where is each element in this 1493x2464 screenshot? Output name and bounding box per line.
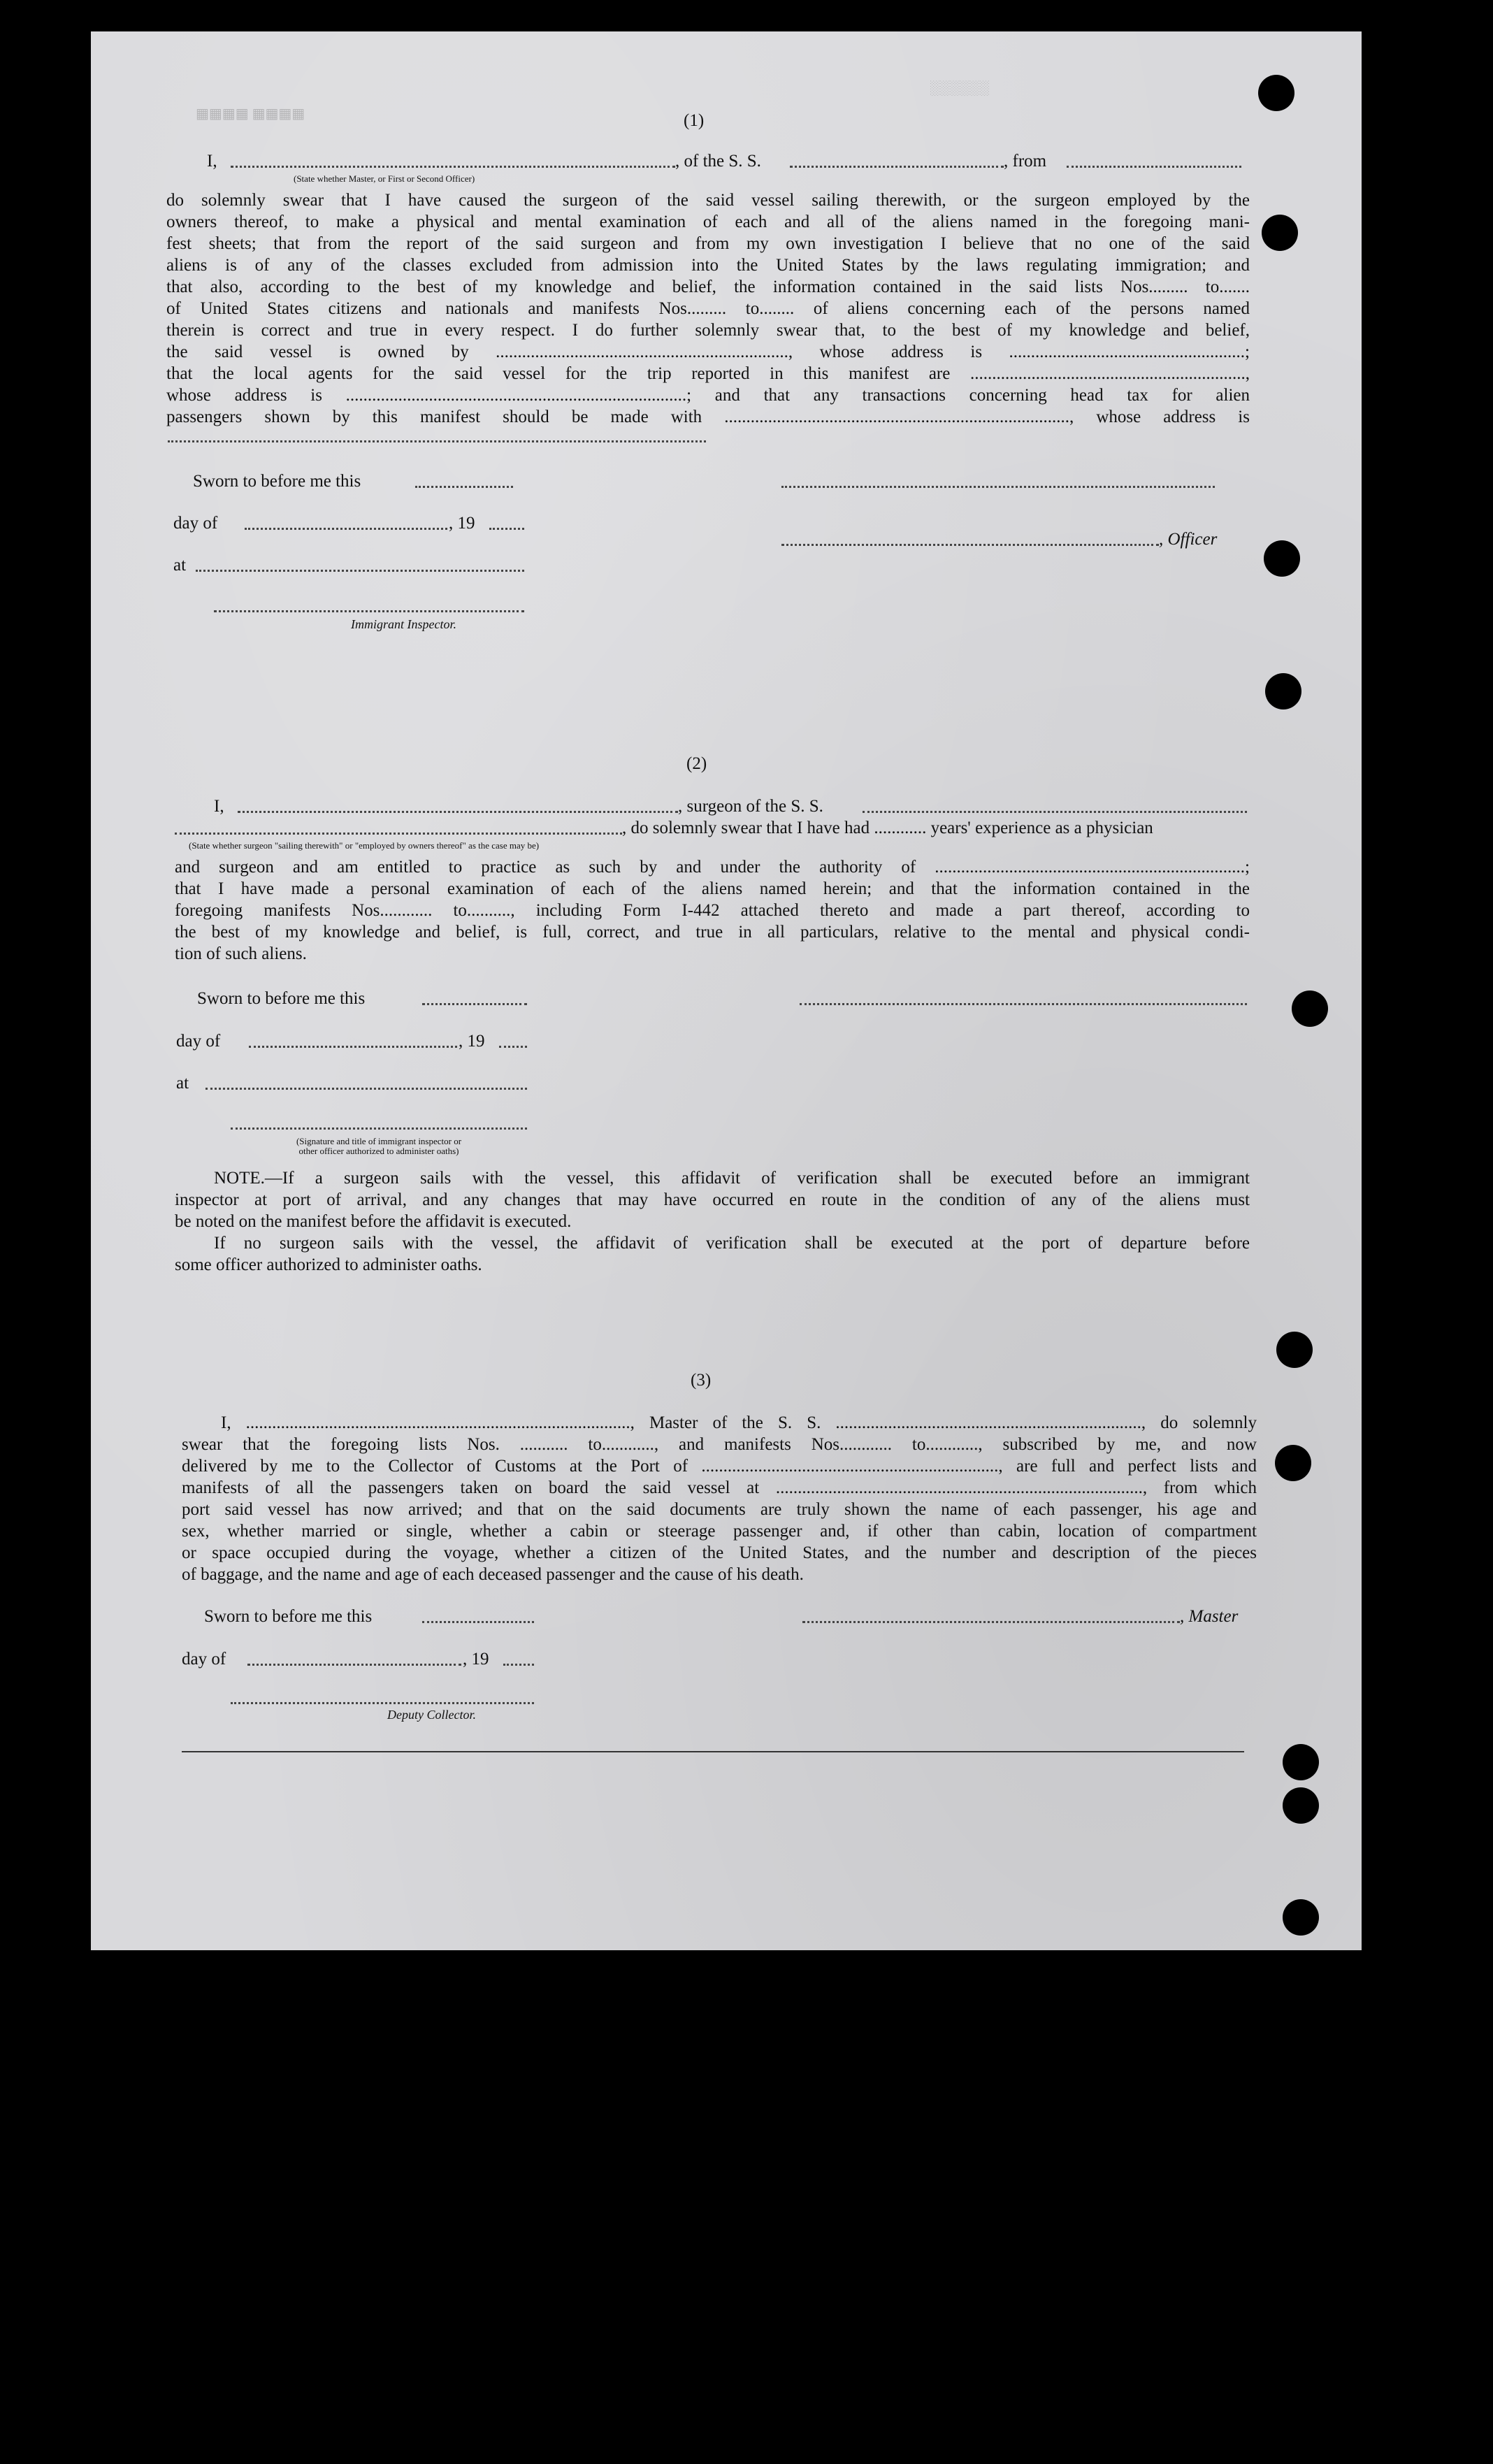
oath-line: tion of such aliens.: [175, 944, 307, 963]
section-1-i: I,: [207, 152, 217, 171]
note-line: If no surgeon sails with the vessel, the affidavit of verification shall be executed at the port of departure before: [214, 1234, 1250, 1253]
year-field[interactable]: [499, 1046, 527, 1048]
punch-hole: [1265, 673, 1301, 709]
section-2-i: I,: [214, 797, 224, 816]
section-3-oath-text: [182, 1412, 1257, 1585]
punch-hole: [1258, 75, 1294, 111]
punch-hole: [1283, 1787, 1319, 1824]
section-1-from: , from: [1004, 152, 1047, 171]
oath-line: delivered by me to the Collector of Customs at the Port of ...................................................................., are full and perfect lists and: [182, 1457, 1257, 1476]
oath-line: the best of my knowledge and belief, is full, correct, and true in all particulars, relative to the mental and physical condi-: [175, 923, 1250, 942]
inspector-signature-line[interactable]: [231, 1127, 527, 1130]
section-2-at: at: [176, 1074, 189, 1093]
at-location-field[interactable]: [196, 570, 524, 572]
oath-line: swear that the foregoing lists Nos. ........... to............, and manifests Nos............ to............, subscribed by me, and now: [182, 1435, 1257, 1454]
oath-line: the said vessel is owned by ..................................................................., whose address is ......................................................;: [166, 343, 1250, 361]
note-line: be noted on the manifest before the affidavit is executed.: [175, 1212, 572, 1231]
punch-hole: [1283, 1899, 1319, 1936]
punch-hole: [1275, 1445, 1311, 1481]
vessel-name-field[interactable]: [790, 166, 1004, 168]
punch-hole: [1292, 990, 1328, 1027]
sworn-date-field[interactable]: [415, 486, 513, 488]
section-2-surgeon-of: , surgeon of the S. S.: [678, 797, 823, 816]
oath-line: of United States citizens and nationals and manifests Nos......... to........ of aliens concerning each of the persons named: [166, 299, 1250, 318]
section-3-sworn: Sworn to before me this: [204, 1607, 373, 1626]
year-field[interactable]: [489, 528, 524, 530]
section-1-number: (1): [684, 111, 705, 130]
oath-line: I, ........................................................................................, Master of the S. S. ......................................................................, do solemnly: [221, 1413, 1257, 1432]
surgeon-vessel-field[interactable]: [863, 811, 1247, 813]
day-of-field[interactable]: [247, 1664, 461, 1666]
collector-signature-line[interactable]: [231, 1702, 534, 1704]
oath-line: manifests of all the passengers taken on board the said vessel at ...................................................................................., from which: [182, 1478, 1257, 1497]
bleed-through-mark: ▦▦▦▦ ▦▦▦▦: [196, 106, 305, 122]
oath-line: of baggage, and the name and age of each deceased passenger and the cause of his death.: [182, 1565, 804, 1584]
collector-caption: Deputy Collector.: [387, 1708, 476, 1722]
at-location-field[interactable]: [205, 1088, 527, 1090]
section-1-at: at: [173, 556, 187, 575]
oath-line: fest sheets; that from the report of the said surgeon and from my own investigation I believe that no one of the said: [166, 234, 1250, 253]
section-1-oath-text: [166, 189, 1250, 428]
surgeon-signature-line[interactable]: [800, 1003, 1247, 1005]
section-3-master: , Master: [1180, 1607, 1239, 1626]
surgeon-name-field[interactable]: [238, 811, 678, 813]
oath-line: that the local agents for the said vessel for the trip reported in this manifest are ...............................................................,: [166, 364, 1250, 383]
bottom-rule: [182, 1751, 1244, 1752]
section-2-note: [175, 1167, 1250, 1276]
inspector-caption: Immigrant Inspector.: [351, 617, 456, 631]
officer-name-line[interactable]: [781, 544, 1159, 546]
oath-line: that I have made a personal examination of each of the aliens named herein; and that the information contained in the: [175, 879, 1250, 898]
master-name-field[interactable]: [231, 166, 675, 168]
master-signature-line[interactable]: [802, 1621, 1180, 1623]
oath-line: therein is correct and true in every respect. I do further solemnly swear that, to the best of my knowledge and belief,: [166, 321, 1250, 340]
officer-signature-line[interactable]: [781, 486, 1215, 488]
section-2-surgeon-caption: (State whether surgeon "sailing therewith" or "employed by owners thereof" as the case may be): [189, 840, 540, 851]
section-1-day-of: day of: [173, 514, 218, 533]
note-line: NOTE.—If a surgeon sails with the vessel, this affidavit of verification shall be executed before an immigrant: [214, 1169, 1250, 1188]
oath-line: foregoing manifests Nos............ to.........., including Form I-442 attached thereto and made a part thereof, according to: [175, 901, 1250, 920]
oath-line: or space occupied during the voyage, whether a citizen of the United States, and the number and description of the pieces: [182, 1543, 1257, 1562]
sig-caption-line-2: other officer authorized to administer oaths): [298, 1146, 459, 1156]
section-3-nineteen: , 19: [463, 1650, 489, 1669]
bleed-through-mark: ░░░░░░: [930, 80, 990, 96]
section-2-number: (2): [686, 754, 707, 773]
section-2-nineteen: , 19: [459, 1032, 485, 1051]
section-3-number: (3): [691, 1371, 712, 1390]
from-port-field[interactable]: [1067, 166, 1241, 168]
oath-line: sex, whether married or single, whether a cabin or steerage passenger and, if other than cabin, location of compartment: [182, 1522, 1257, 1541]
oath-line: and surgeon and am entitled to practice as such by and under the authority of .......................................................................;: [175, 858, 1250, 877]
day-of-field[interactable]: [245, 528, 447, 530]
section-1-sworn: Sworn to before me this: [193, 472, 361, 491]
note-line: inspector at port of arrival, and any changes that may have occurred en route in the condition of any of the aliens must: [175, 1190, 1250, 1209]
section-1-of-ss: , of the S. S.: [675, 152, 761, 171]
section-1-nineteen: , 19: [449, 514, 475, 533]
note-line: some officer authorized to administer oaths.: [175, 1255, 482, 1274]
punch-hole: [1283, 1744, 1319, 1780]
agent-address-field[interactable]: [168, 440, 706, 442]
sworn-date-field[interactable]: [422, 1621, 534, 1623]
oath-line: port said vessel has now arrived; and that on the said documents are truly shown the name of each passenger, his age and: [182, 1500, 1257, 1519]
day-of-field[interactable]: [249, 1046, 457, 1048]
document-page: [91, 31, 1362, 1950]
section-1-officer: , Officer: [1159, 530, 1218, 549]
oath-line: passengers shown by this manifest should be made with ..............................................................................., whose address is: [166, 408, 1250, 426]
sig-caption-line-1: (Signature and title of immigrant inspector or: [296, 1136, 462, 1146]
inspector-signature-line[interactable]: [214, 610, 524, 612]
section-2-day-of: day of: [176, 1032, 221, 1051]
section-3-day-of: day of: [182, 1650, 226, 1669]
punch-hole: [1264, 540, 1300, 577]
section-2-sworn: Sworn to before me this: [197, 989, 366, 1008]
surgeon-type-field[interactable]: [175, 833, 622, 835]
section-2-years-line: , do solemnly swear that I have had ............ years' experience as a physician: [622, 819, 1153, 837]
section-1-officer-caption: (State whether Master, or First or Second Officer): [294, 173, 475, 184]
oath-line: do solemnly swear that I have caused the surgeon of the said vessel sailing therewith, or the surgeon employed by the: [166, 191, 1250, 210]
sworn-date-field[interactable]: [422, 1003, 527, 1005]
punch-hole: [1262, 215, 1298, 251]
oath-line: aliens is of any of the classes excluded from admission into the United States by the laws regulating immigration; and: [166, 256, 1250, 275]
year-field[interactable]: [503, 1664, 534, 1666]
oath-line: that also, according to the best of my knowledge and belief, the information contained in the said lists Nos......... to.......: [166, 278, 1250, 296]
punch-hole: [1276, 1332, 1313, 1368]
oath-line: whose address is ..............................................................................; and that any transactions concerning head tax for alien: [166, 386, 1250, 405]
section-2-oath-text: [175, 856, 1250, 965]
oath-line: owners thereof, to make a physical and mental examination of each and all of the aliens named in the foregoing mani-: [166, 212, 1250, 231]
